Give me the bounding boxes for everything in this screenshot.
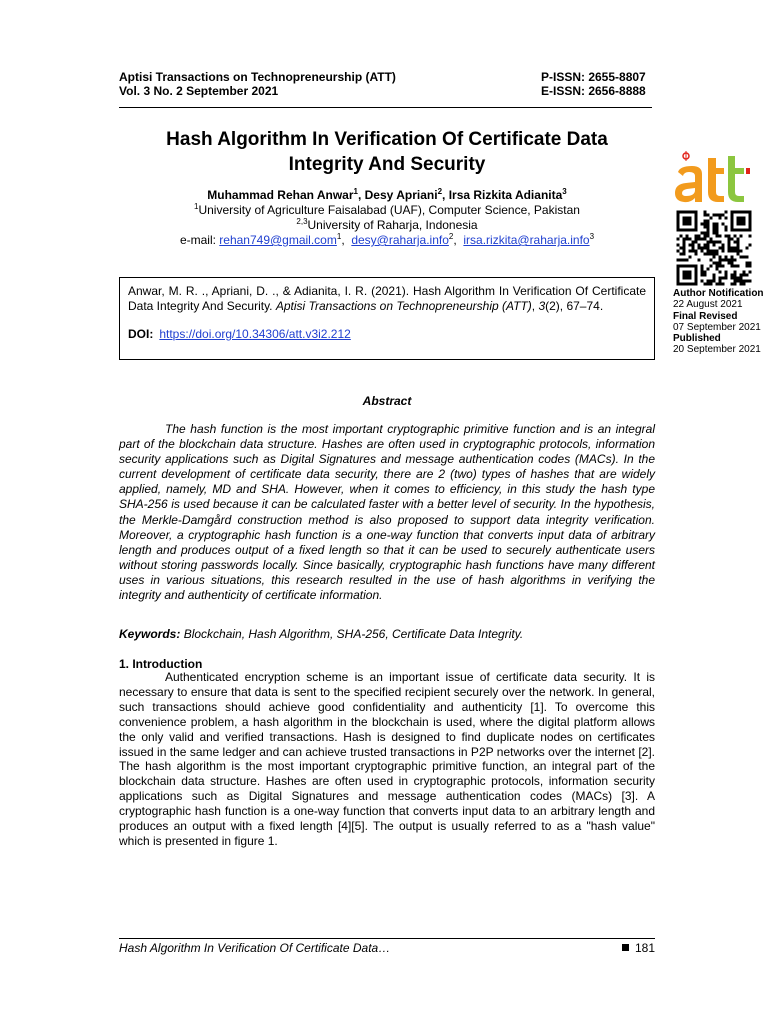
- qr-module: [734, 259, 737, 262]
- qr-module: [704, 211, 707, 214]
- qr-module: [725, 211, 728, 214]
- qr-module: [683, 253, 686, 256]
- qr-module: [707, 223, 710, 226]
- qr-module: [713, 262, 716, 265]
- qr-module: [698, 259, 701, 262]
- qr-module: [737, 238, 740, 241]
- author-names: Muhammad Rehan Anwar$^1$, Desy Apriani$^2$, Irsa Rizkita Adianita$^3$: [207, 187, 567, 202]
- qr-module: [728, 262, 731, 265]
- qr-module: [695, 253, 698, 256]
- qr-module: [707, 241, 710, 244]
- qr-module: [716, 265, 719, 268]
- qr-module: [719, 235, 722, 238]
- qr-module: [710, 283, 713, 286]
- qr-module: [746, 274, 749, 277]
- qr-module: [710, 259, 713, 262]
- qr-module: [689, 244, 692, 247]
- qr-module: [743, 283, 746, 286]
- author-notification-label: Author Notification: [673, 288, 764, 299]
- qr-module: [728, 244, 731, 247]
- final-revised-date: 07 September 2021: [673, 321, 761, 333]
- final-revised-label: Final Revised: [673, 310, 738, 322]
- qr-module: [722, 259, 725, 262]
- qr-module: [719, 247, 722, 250]
- qr-module: [734, 235, 737, 238]
- qr-module: [713, 256, 716, 259]
- header-divider: [119, 107, 652, 108]
- qr-module: [701, 247, 704, 250]
- qr-module: [704, 226, 707, 229]
- qr-module: [734, 265, 737, 268]
- qr-module: [728, 247, 731, 250]
- qr-module: [701, 280, 704, 283]
- qr-module: [710, 253, 713, 256]
- qr-module: [725, 274, 728, 277]
- qr-module: [704, 238, 707, 241]
- qr-module: [731, 247, 734, 250]
- qr-module: [701, 250, 704, 253]
- qr-module: [680, 247, 683, 250]
- qr-module: [704, 214, 707, 217]
- footer-divider: [119, 938, 655, 939]
- qr-module: [704, 283, 707, 286]
- qr-module: [743, 280, 746, 283]
- qr-module: [704, 274, 707, 277]
- qr-module: [713, 229, 716, 232]
- qr-module: [725, 217, 728, 220]
- logo-letter-t2: [728, 156, 744, 202]
- qr-module: [743, 274, 746, 277]
- abstract-body: The hash function is the most important cryptographic primitive function and is an integral part of the blockchain data structure. Hashes are often used in cryptographic protocols, information security applications such as Digital Signatures and message authentication codes (MACs). In the current development of certificate data security, there are 2 (two) types of hashes that are widely applied, namely, MD and SHA. However, when it comes to efficiency, in this study the hash type SHA-256 is used because it can be calculated faster with a better level of security. In the hypothesis, the Merkle-Damgård construction method is also proposed to support data integrity verification. Moreover, a cryptographic hash function is a one-way function that converts input data of arbitrary length and produces output of a fixed length so that it can be used to securely authenticate users without storing passwords locally. Since basically, cryptographic hash functions have many different uses in various situations, this research resulted in the use of hash algorithms in verifying the integrity and authenticity of certificate information.: [119, 422, 655, 603]
- qr-module: [722, 277, 725, 280]
- qr-module: [740, 256, 743, 259]
- qr-module: [704, 223, 707, 226]
- qr-module: [749, 262, 752, 265]
- qr-module: [740, 283, 743, 286]
- qr-module: [749, 280, 752, 283]
- att-logo-icon: [672, 150, 752, 206]
- qr-module: [725, 271, 728, 274]
- publication-dates: [673, 288, 764, 356]
- qr-module: [704, 271, 707, 274]
- qr-module: [689, 250, 692, 253]
- qr-module: [707, 253, 710, 256]
- qr-module: [731, 277, 734, 280]
- qr-module: [722, 250, 725, 253]
- published-label: Published: [673, 333, 721, 345]
- qr-module: [704, 235, 707, 238]
- qr-module: [689, 238, 692, 241]
- qr-module: [713, 223, 716, 226]
- square-bullet-icon: [622, 944, 629, 951]
- qr-module: [749, 235, 752, 238]
- journal-header-right: [541, 70, 646, 98]
- email-link-2[interactable]: desy@raharja.info: [351, 233, 449, 247]
- qr-module: [716, 268, 719, 271]
- qr-module: [734, 247, 737, 250]
- qr-module: [710, 238, 713, 241]
- citation-box: [119, 277, 655, 360]
- qr-module: [749, 244, 752, 247]
- qr-module: [716, 226, 719, 229]
- author-2: Desy Apriani: [364, 188, 438, 202]
- qr-module: [731, 259, 734, 262]
- qr-module: [746, 265, 749, 268]
- qr-module: [743, 271, 746, 274]
- qr-module: [740, 277, 743, 280]
- qr-module: [686, 235, 689, 238]
- affiliation-2: $^{2,3}$University of Raharja, Indonesia: [296, 217, 478, 232]
- qr-module: [698, 238, 701, 241]
- qr-module: [731, 274, 734, 277]
- email-link-3[interactable]: irsa.rizkita@raharja.info: [463, 233, 590, 247]
- qr-module: [722, 214, 725, 217]
- qr-module: [722, 223, 725, 226]
- doi-link[interactable]: https://doi.org/10.34306/att.v3i2.212: [159, 327, 351, 341]
- qr-module: [749, 271, 752, 274]
- qr-module: [701, 232, 704, 235]
- logo-letter-t1: [708, 158, 724, 202]
- qr-finder-core: [737, 217, 746, 226]
- qr-module: [707, 226, 710, 229]
- qr-module: [734, 241, 737, 244]
- qr-module: [686, 238, 689, 241]
- published-date: 20 September 2021: [673, 344, 761, 356]
- qr-module: [707, 220, 710, 223]
- qr-module: [707, 214, 710, 217]
- qr-module: [737, 253, 740, 256]
- logo-accent: [746, 168, 750, 174]
- qr-module: [728, 241, 731, 244]
- qr-module: [731, 262, 734, 265]
- qr-module: [680, 253, 683, 256]
- qr-module: [704, 220, 707, 223]
- qr-module: [734, 250, 737, 253]
- qr-module: [716, 235, 719, 238]
- qr-module: [701, 238, 704, 241]
- qr-module: [716, 250, 719, 253]
- qr-module: [740, 235, 743, 238]
- qr-module: [683, 259, 686, 262]
- email-link-1[interactable]: rehan749@gmail.com: [219, 233, 337, 247]
- qr-module: [743, 256, 746, 259]
- qr-module: [728, 259, 731, 262]
- qr-module: [710, 280, 713, 283]
- qr-module: [725, 256, 728, 259]
- qr-module: [734, 280, 737, 283]
- qr-module: [725, 277, 728, 280]
- qr-finder-core: [683, 271, 692, 280]
- keywords-text: Blockchain, Hash Algorithm, SHA-256, Certificate Data Integrity.: [180, 627, 524, 641]
- qr-module: [713, 244, 716, 247]
- running-title: Hash Algorithm In Verification Of Certificate Data…: [119, 941, 391, 955]
- qr-module: [725, 229, 728, 232]
- qr-module: [740, 250, 743, 253]
- qr-module: [701, 268, 704, 271]
- qr-module: [713, 226, 716, 229]
- qr-module: [731, 250, 734, 253]
- introduction-heading: 1. Introduction: [119, 657, 203, 671]
- qr-module: [737, 265, 740, 268]
- qr-module: [719, 214, 722, 217]
- author-notification-date: 22 August 2021: [673, 299, 743, 311]
- qr-module: [713, 214, 716, 217]
- qr-module: [701, 274, 704, 277]
- qr-module: [698, 247, 701, 250]
- qr-module: [683, 250, 686, 253]
- qr-module: [716, 241, 719, 244]
- paper-title: Hash Algorithm In Verification Of Certificate Data Integrity And Security: [166, 129, 608, 175]
- qr-module: [728, 250, 731, 253]
- qr-module: [683, 247, 686, 250]
- qr-module: [734, 274, 737, 277]
- qr-module: [704, 244, 707, 247]
- qr-module: [725, 235, 728, 238]
- qr-module: [692, 241, 695, 244]
- qr-module: [737, 244, 740, 247]
- qr-module: [716, 262, 719, 265]
- qr-module: [737, 250, 740, 253]
- qr-module: [677, 238, 680, 241]
- qr-module: [677, 244, 680, 247]
- qr-module: [731, 265, 734, 268]
- qr-module: [701, 265, 704, 268]
- qr-module: [746, 247, 749, 250]
- qr-module: [683, 241, 686, 244]
- qr-module: [716, 232, 719, 235]
- qr-module: [728, 235, 731, 238]
- qr-module: [707, 283, 710, 286]
- qr-finder-core: [683, 217, 692, 226]
- qr-module: [698, 235, 701, 238]
- qr-module: [731, 238, 734, 241]
- qr-module: [683, 238, 686, 241]
- qr-module: [692, 247, 695, 250]
- qr-module: [722, 244, 725, 247]
- qr-module: [698, 244, 701, 247]
- qr-module: [725, 259, 728, 262]
- email-line: e-mail: rehan749@gmail.com$^1$, desy@raharja.info$^2$, irsa.rizkita@raharja.info$^3$: [179, 232, 595, 247]
- author-3: Irsa Rizkita Adianita: [448, 188, 563, 202]
- page-number: 181: [622, 941, 655, 955]
- qr-module: [716, 253, 719, 256]
- journal-header-left: [119, 70, 396, 98]
- qr-module: [722, 283, 725, 286]
- qr-module: [710, 217, 713, 220]
- qr-module: [737, 247, 740, 250]
- qr-module: [707, 247, 710, 250]
- qr-module: [740, 280, 743, 283]
- qr-module: [683, 244, 686, 247]
- qr-module: [680, 235, 683, 238]
- qr-module: [707, 229, 710, 232]
- qr-module: [686, 259, 689, 262]
- keywords: [119, 627, 655, 642]
- qr-module: [692, 244, 695, 247]
- qr-module: [707, 250, 710, 253]
- p-issn: P-ISSN: 2655-8807: [541, 70, 646, 84]
- qr-module: [689, 256, 692, 259]
- qr-module: [707, 268, 710, 271]
- qr-module: [725, 226, 728, 229]
- doi-line: [128, 327, 646, 342]
- qr-module: [695, 238, 698, 241]
- qr-module: [719, 271, 722, 274]
- keywords-label: Keywords:: [119, 627, 181, 641]
- introduction-body: Authenticated encryption scheme is an important issue of certificate data security. It is necessary to ensure that data is sent to the specified recipient securely over the network. In general, such transactions should achieve good confidentiality and authenticity [1]. To overcome this convenience problem, a hash algorithm in the blockchain is used, where the digital platform allows the only valid and verified transactions. Hash is designed to find duplicate nodes on certificates issued in the same ledger and can achieve trusted transactions in P2P networks over the internet [2]. The hash algorithm is the most important cryptographic primitive function, an integral part of the blockchain data structure. Hashes are often used in cryptographic protocols, information security applications such as Digital Signatures and message authentication codes (MACs) [3]. A cryptographic hash function is a one-way function that converts input data to an arbitrary length and produces an output with a fixed length [4][5]. The output is usually referred to as a "hash value" which is presented in figure 1.: [119, 670, 655, 848]
- qr-module: [722, 265, 725, 268]
- qr-module: [749, 265, 752, 268]
- qr-module: [716, 229, 719, 232]
- qr-module: [704, 232, 707, 235]
- qr-module: [719, 241, 722, 244]
- qr-module: [719, 283, 722, 286]
- qr-module: [704, 247, 707, 250]
- qr-module: [701, 223, 704, 226]
- affiliation-1: $^1$University of Agriculture Faisalabad (UAF), Computer Science, Pakistan: [194, 202, 580, 217]
- qr-module: [710, 250, 713, 253]
- qr-module: [680, 259, 683, 262]
- qr-module: [692, 250, 695, 253]
- qr-module: [707, 235, 710, 238]
- qr-module: [719, 280, 722, 283]
- qr-module: [713, 253, 716, 256]
- qr-module: [737, 241, 740, 244]
- qr-module: [695, 241, 698, 244]
- qr-module: [737, 277, 740, 280]
- qr-module: [746, 280, 749, 283]
- qr-module: [737, 280, 740, 283]
- qr-module: [677, 259, 680, 262]
- qr-module: [710, 265, 713, 268]
- qr-module: [746, 256, 749, 259]
- qr-module: [716, 214, 719, 217]
- author-block: [119, 188, 655, 248]
- qr-module: [707, 232, 710, 235]
- qr-module: [713, 250, 716, 253]
- author-1: Muhammad Rehan Anwar: [207, 188, 354, 202]
- qr-module: [719, 262, 722, 265]
- qr-module: [713, 277, 716, 280]
- qr-module: [713, 232, 716, 235]
- qr-module: [695, 250, 698, 253]
- qr-module: [704, 253, 707, 256]
- qr-module: [677, 250, 680, 253]
- qr-module: [707, 244, 710, 247]
- journal-name: Aptisi Transactions on Technopreneurship (ATT): [119, 70, 396, 84]
- e-issn: E-ISSN: 2656-8888: [541, 84, 646, 98]
- qr-module: [695, 235, 698, 238]
- qr-module: [716, 223, 719, 226]
- qr-module: [740, 274, 743, 277]
- qr-module: [701, 271, 704, 274]
- qr-module: [722, 247, 725, 250]
- qr-module: [728, 238, 731, 241]
- qr-module: [719, 265, 722, 268]
- qr-module: [734, 283, 737, 286]
- qr-module: [713, 241, 716, 244]
- qr-module: [713, 274, 716, 277]
- qr-module: [746, 262, 749, 265]
- qr-module: [719, 277, 722, 280]
- logo-letter-a: [675, 166, 702, 202]
- qr-module: [719, 256, 722, 259]
- qr-module: [734, 271, 737, 274]
- qr-module: [731, 256, 734, 259]
- qr-module: [710, 241, 713, 244]
- qr-module: [734, 277, 737, 280]
- qr-module: [713, 280, 716, 283]
- abstract-heading: Abstract: [362, 394, 412, 408]
- doi-label: DOI:: [128, 327, 154, 341]
- qr-module: [719, 217, 722, 220]
- qr-module: [707, 280, 710, 283]
- qr-module: [719, 259, 722, 262]
- journal-volume: Vol. 3 No. 2 September 2021: [119, 84, 279, 98]
- qr-module: [731, 283, 734, 286]
- citation-text: Anwar, M. R. ., Apriani, D. ., & Adianita, I. R. (2021). Hash Algorithm In Verification Of Certificate Data Integrity And Security. Aptisi Transactions on Technopreneurship (ATT), 3(2), 67–74.: [128, 284, 646, 313]
- qr-code-icon: [676, 210, 752, 286]
- qr-module: [716, 283, 719, 286]
